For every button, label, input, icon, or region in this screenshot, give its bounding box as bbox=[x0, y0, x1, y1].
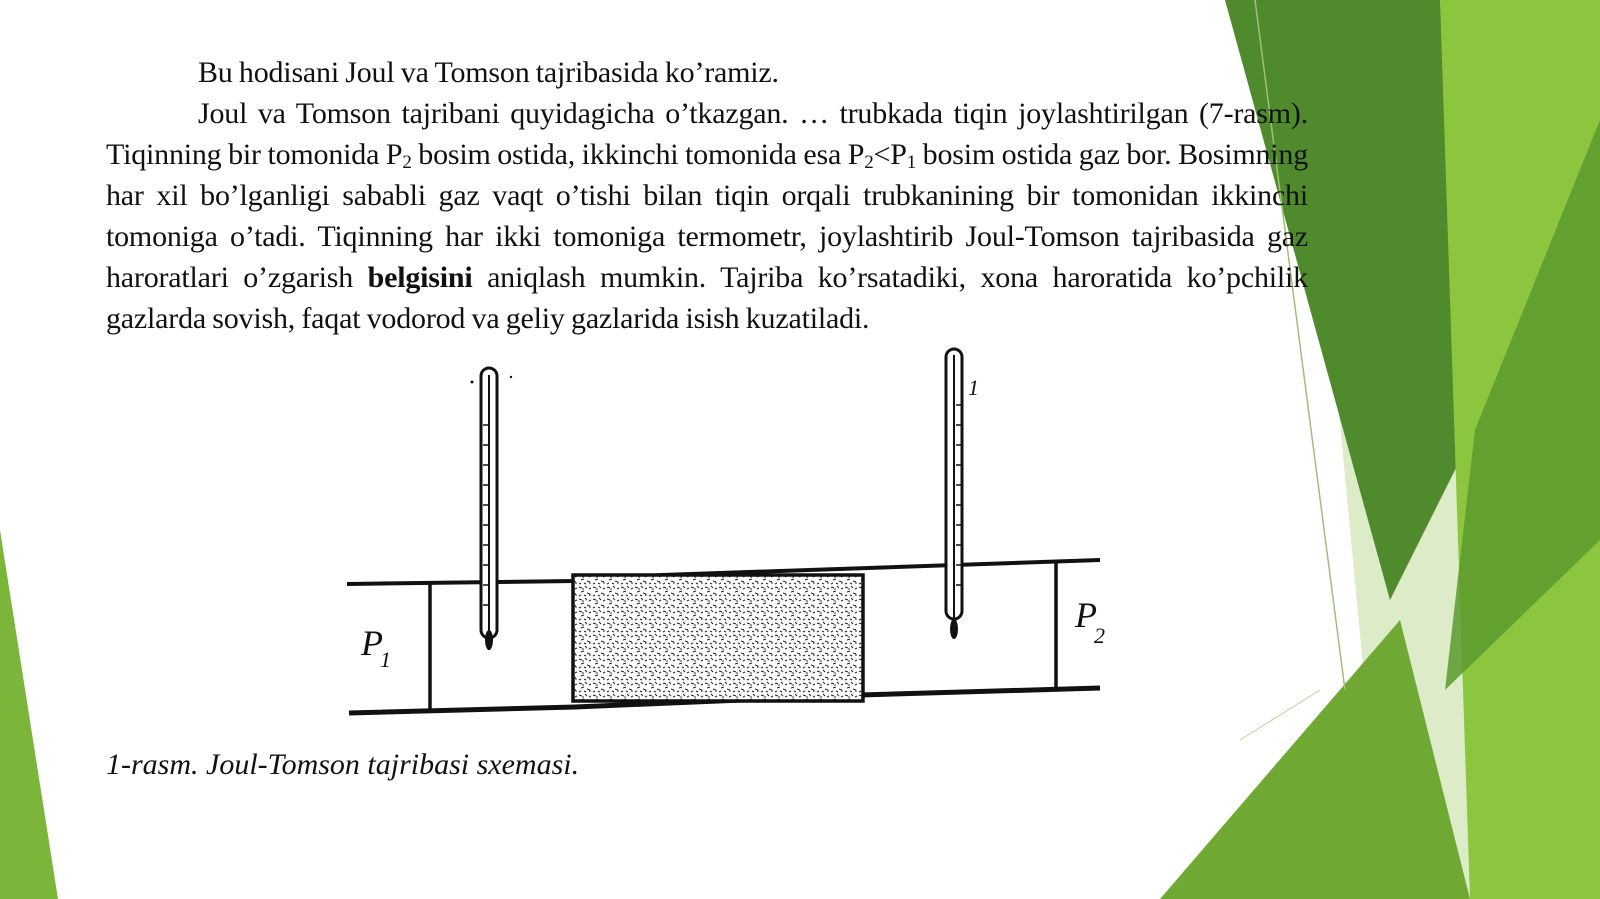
p2-text-e: aniqlash mumkin. Tajriba ko’rsatadiki, xona haroratida ko’pchilik gazlarda sovish, faqat vodorod va geliy gazlarida isish kuzatiladi. bbox=[106, 261, 1308, 335]
pressure-label-right: P bbox=[1075, 595, 1097, 635]
left-thermometer bbox=[471, 368, 513, 650]
pressure-label-right-sub: 2 bbox=[1094, 623, 1105, 648]
p2-text-b: bosim ostida, ikkinchi tomonida esa P bbox=[411, 138, 865, 171]
p2-text-c: <P bbox=[873, 138, 907, 171]
joule-thomson-diagram bbox=[340, 345, 1140, 740]
right-thermometer bbox=[946, 349, 962, 639]
figure-caption: 1-rasm. Joul-Tomson tajribasi sxemasi. bbox=[106, 748, 580, 781]
p2-sub-c: 1 bbox=[906, 152, 917, 173]
left-green-shape bbox=[0, 530, 58, 899]
body-text bbox=[106, 52, 1308, 339]
p2-text-d: bosim ostida gaz bor. Bosimning har xil bo’lganligi sababli gaz vaqt o’tishi bilan tiqin orqali trubkanining bir tomonidan ikkinchi tomoniga o’tadi. Tiqinning har ikki tomoniga termometr, joylashtirib Joul-Tomson tajribasida gaz haroratlari o’zgarish bbox=[106, 138, 1308, 294]
p2-bold-word: belgisini bbox=[367, 261, 473, 294]
porous-plug bbox=[573, 575, 863, 701]
pressure-label-left: P bbox=[361, 623, 383, 663]
p2-sub-a: 2 bbox=[402, 152, 412, 173]
p2-text-a: Joul va Tomson tajribani quyidagicha o’tkazgan. … trubkada tiqin joylashtirilgan (7-rasm). Tiqinning bir tomonida P bbox=[106, 97, 1308, 171]
paragraph-1: Bu hodisani Joul va Tomson tajribasida ko’ramiz. bbox=[198, 56, 779, 89]
thermometer-mark: 1 bbox=[968, 375, 979, 400]
p2-sub-b: 2 bbox=[864, 152, 874, 173]
paragraph-2 bbox=[106, 93, 1308, 339]
pressure-label-left-sub: 1 bbox=[380, 647, 391, 672]
